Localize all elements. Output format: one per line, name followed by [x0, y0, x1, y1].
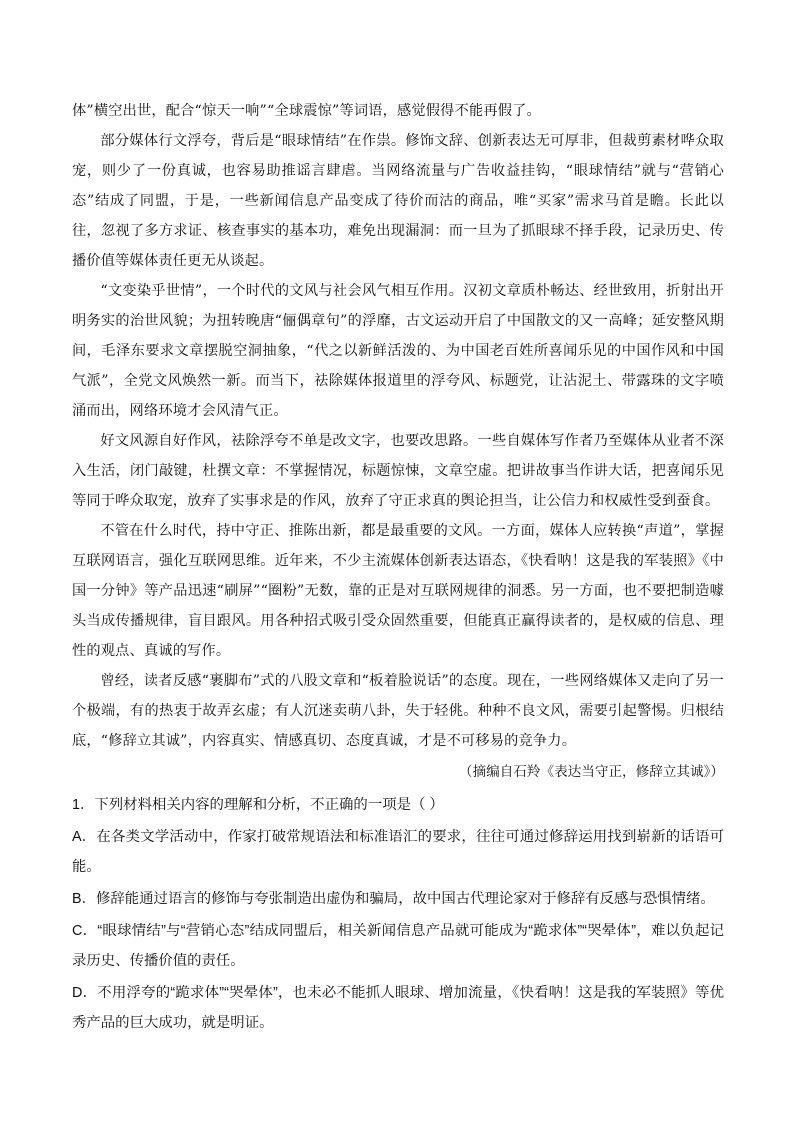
passage-paragraph-5: 不管在什么时代，持中守正、推陈出新，都是最重要的文风。一方面，媒体人应转换“声道”，掌握互联网语言，强化互联网思维。近年来，不少主流媒体创新表达语态，《快看呐！这是我的军装照》《中国一分钟》等产品迅速“刷屏”“圈粉”无数，靠的正是对互联网规律的洞悉。另一方面，也不要把制造噱头当成传播规律，盲目跟风。用各种招式吸引受众固然重要，但能真正赢得读者的，是权威的信息、理性的观点、真诚的写作。: [72, 523, 724, 659]
option-a: A．在各类文学活动中，作家打破常规语法和标准语汇的要求，往往可通过修辞运用找到崭新的话语可能。: [72, 829, 724, 875]
reading-passage: [72, 96, 724, 788]
passage-paragraph-6: 曾经，读者反感“裹脚布”式的八股文章和“板着脸说话”的态度。现在，一些网络媒体又走向了另一个极端，有的热衷于故弄玄虚；有人沉迷卖萌八卦，失于轻佻。种种不良文风，需要引起警惕。归根结底，“修辞立其诚”，内容真实、情感真切、态度真诚，才是不可移易的竞争力。: [72, 673, 724, 749]
passage-source: （摘编自石羚《表达当守正，修辞立其诚》）: [458, 764, 724, 780]
passage-paragraph-1: 体”横空出世，配合“惊天一响”“全球震惊”等词语，感觉假得不能再假了。: [72, 103, 541, 119]
question-1: [72, 790, 724, 1038]
question-stem: 1．下列材料相关内容的理解和分析，不正确的一项是（ ）: [72, 797, 444, 813]
document-page: [72, 96, 724, 1038]
passage-paragraph-2: 部分媒体行文浮夸，背后是“眼球情结”在作祟。修饰文辞、创新表达无可厚非，但裁剪素材哗众取宠，则少了一份真诚，也容易助推谣言肆虐。当网络流量与广告收益挂钩，“眼球情结”就与“营销心态”结成了同盟，于是，一些新闻信息产品变成了待价而沽的商品，唯“买家”需求马首是瞻。长此以往，忽视了多方求证、核查事实的基本功，难免出现漏洞：而一旦为了抓眼球不择手段，记录历史、传播价值等媒体责任更无从谈起。: [72, 133, 724, 269]
option-c: C．“眼球情结”与“营销心态”结成同盟后，相关新闻信息产品就可能成为“跪求体”“哭晕体”，难以负起记录历史、传播价值的责任。: [72, 923, 724, 969]
passage-paragraph-3: “文变染乎世情”，一个时代的文风与社会风气相互作用。汉初文章质朴畅达、经世致用，折射出开明务实的治世风貌；为扭转晚唐“俪偶章句”的浮靡，古文运动开启了中国散文的又一高峰；延安整风期间，毛泽东要求文章摆脱空洞抽象，“代之以新鲜活泼的、为中国老百姓所喜闻乐见的中国作风和中国气派”，全党文风焕然一新。而当下，祛除媒体报道里的浮夸风、标题党，让沾泥土、带露珠的文字喷涌而出，网络环境才会风清气正。: [72, 283, 724, 419]
passage-paragraph-4: 好文风源自好作风，祛除浮夸不单是改文字，也要改思路。一些自媒体写作者乃至媒体从业者不深入生活，闭门敲键，杜撰文章：不掌握情况，标题惊悚，文章空虚。把讲故事当作讲大话，把喜闻乐见等同于哗众取宠，放弃了实事求是的作风，放弃了守正求真的舆论担当，让公信力和权威性受到蚕食。: [72, 433, 724, 509]
option-b: B．修辞能通过语言的修饰与夸张制造出虚伪和骗局，故中国古代理论家对于修辞有反感与恐惧情绪。: [72, 891, 715, 907]
option-d: D．不用浮夸的“跪求体”“哭晕体”，也未必不能抓人眼球、增加流量，《快看呐！这是我的军装照》等优秀产品的巨大成功，就是明证。: [72, 985, 724, 1031]
